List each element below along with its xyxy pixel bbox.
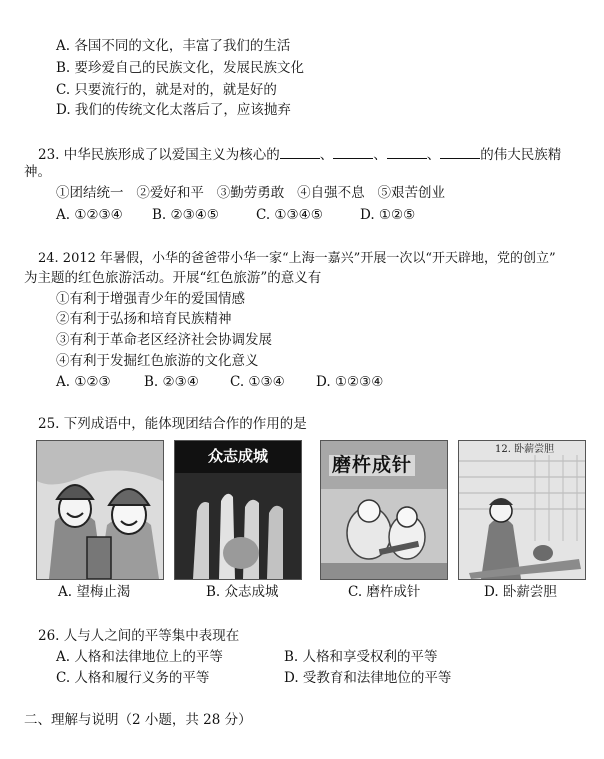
- q23-sep-2: 、: [373, 147, 387, 163]
- q24-item-1: ①有利于增强青少年的爱国情感: [56, 291, 245, 307]
- q24-item-3: ③有利于革命老区经济社会协调发展: [56, 332, 272, 348]
- picture-a: [36, 440, 164, 580]
- q25-caption-a: A. 望梅止渴: [58, 584, 131, 600]
- q26-option-a: A. 人格和法律地位上的平等: [56, 649, 223, 665]
- q22-option-d: D. 我们的传统文化太落后了，应该抛弃: [56, 102, 291, 118]
- q23-items: ①团结统一 ②爱好和平 ③勤劳勇敢 ④自强不息 ⑤艰苦创业: [56, 185, 445, 201]
- q24-stem-line2: 为主题的红色旅游活动。开展“红色旅游”的意义有: [24, 270, 322, 286]
- q24-item-2: ②有利于弘扬和培育民族精神: [56, 311, 232, 327]
- picture-d-label: 12. 卧薪尝胆: [495, 444, 555, 455]
- q23-blank-1: [280, 146, 320, 159]
- q22-option-a: A. 各国不同的文化，丰富了我们的生活: [56, 38, 291, 54]
- q22-option-b: B. 要珍爱自己的民族文化，发展民族文化: [56, 60, 305, 76]
- sleeping-on-brushwood-illustration: [459, 441, 585, 579]
- q25-stem: 25. 下列成语中，能体现团结合作的作用的是: [38, 416, 307, 432]
- q26-option-d: D. 受教育和法律地位的平等: [284, 670, 452, 686]
- q23-blank-2: [333, 146, 373, 159]
- q23-sep-3: 、: [426, 147, 441, 163]
- q23-blank-3: [387, 146, 427, 159]
- q24-option-c: C. ①③④: [230, 374, 285, 390]
- q23-option-c: C. ①③④⑤: [256, 207, 323, 223]
- q23-sep-1: 、: [319, 147, 334, 163]
- q24-option-a: A. ①②③: [56, 374, 111, 390]
- q23-stem: [38, 146, 561, 163]
- q25-caption-d: D. 卧薪尝胆: [484, 584, 557, 600]
- picture-c: [320, 440, 448, 580]
- q24-option-b: B. ②③④: [144, 374, 199, 390]
- q23-option-d: D. ①②⑤: [360, 207, 416, 223]
- picture-c-title: 磨杵成针: [329, 455, 415, 476]
- q25-caption-b: B. 众志成城: [206, 584, 279, 600]
- q22-option-c: C. 只要流行的，就是对的，就是好的: [56, 82, 277, 98]
- q25-caption-c: C. 磨杵成针: [348, 584, 421, 600]
- q24-stem-line1: 24. 2012 年暑假，小华的爸爸带小华一家“上海一嘉兴”开展一次以“开天辟地，党的创立”: [38, 251, 556, 266]
- q23-option-a: A. ①②③④: [56, 207, 123, 223]
- q26-option-b: B. 人格和享受权利的平等: [284, 649, 438, 665]
- section-2-heading: 二、理解与说明（2 小题，共 28 分）: [24, 712, 252, 728]
- q23-stem-end: 的伟大民族精: [480, 147, 562, 163]
- q24-item-4: ④有利于发掘红色旅游的文化意义: [56, 353, 259, 369]
- q23-option-b: B. ②③④⑤: [152, 207, 219, 223]
- picture-b: [174, 440, 302, 580]
- q26-option-c: C. 人格和履行义务的平等: [56, 670, 210, 686]
- picture-b-title: 众志成城: [207, 447, 268, 465]
- q23-stem-line2: 神。: [24, 164, 51, 180]
- picture-d: [458, 440, 586, 580]
- soldiers-illustration: [37, 441, 163, 579]
- q23-blank-4: [440, 146, 480, 159]
- q24-option-d: D. ①②③④: [316, 374, 384, 390]
- q26-stem: 26. 人与人之间的平等集中表现在: [38, 628, 240, 644]
- q23-stem-start: 23. 中华民族形成了以爱国主义为核心的: [38, 147, 280, 163]
